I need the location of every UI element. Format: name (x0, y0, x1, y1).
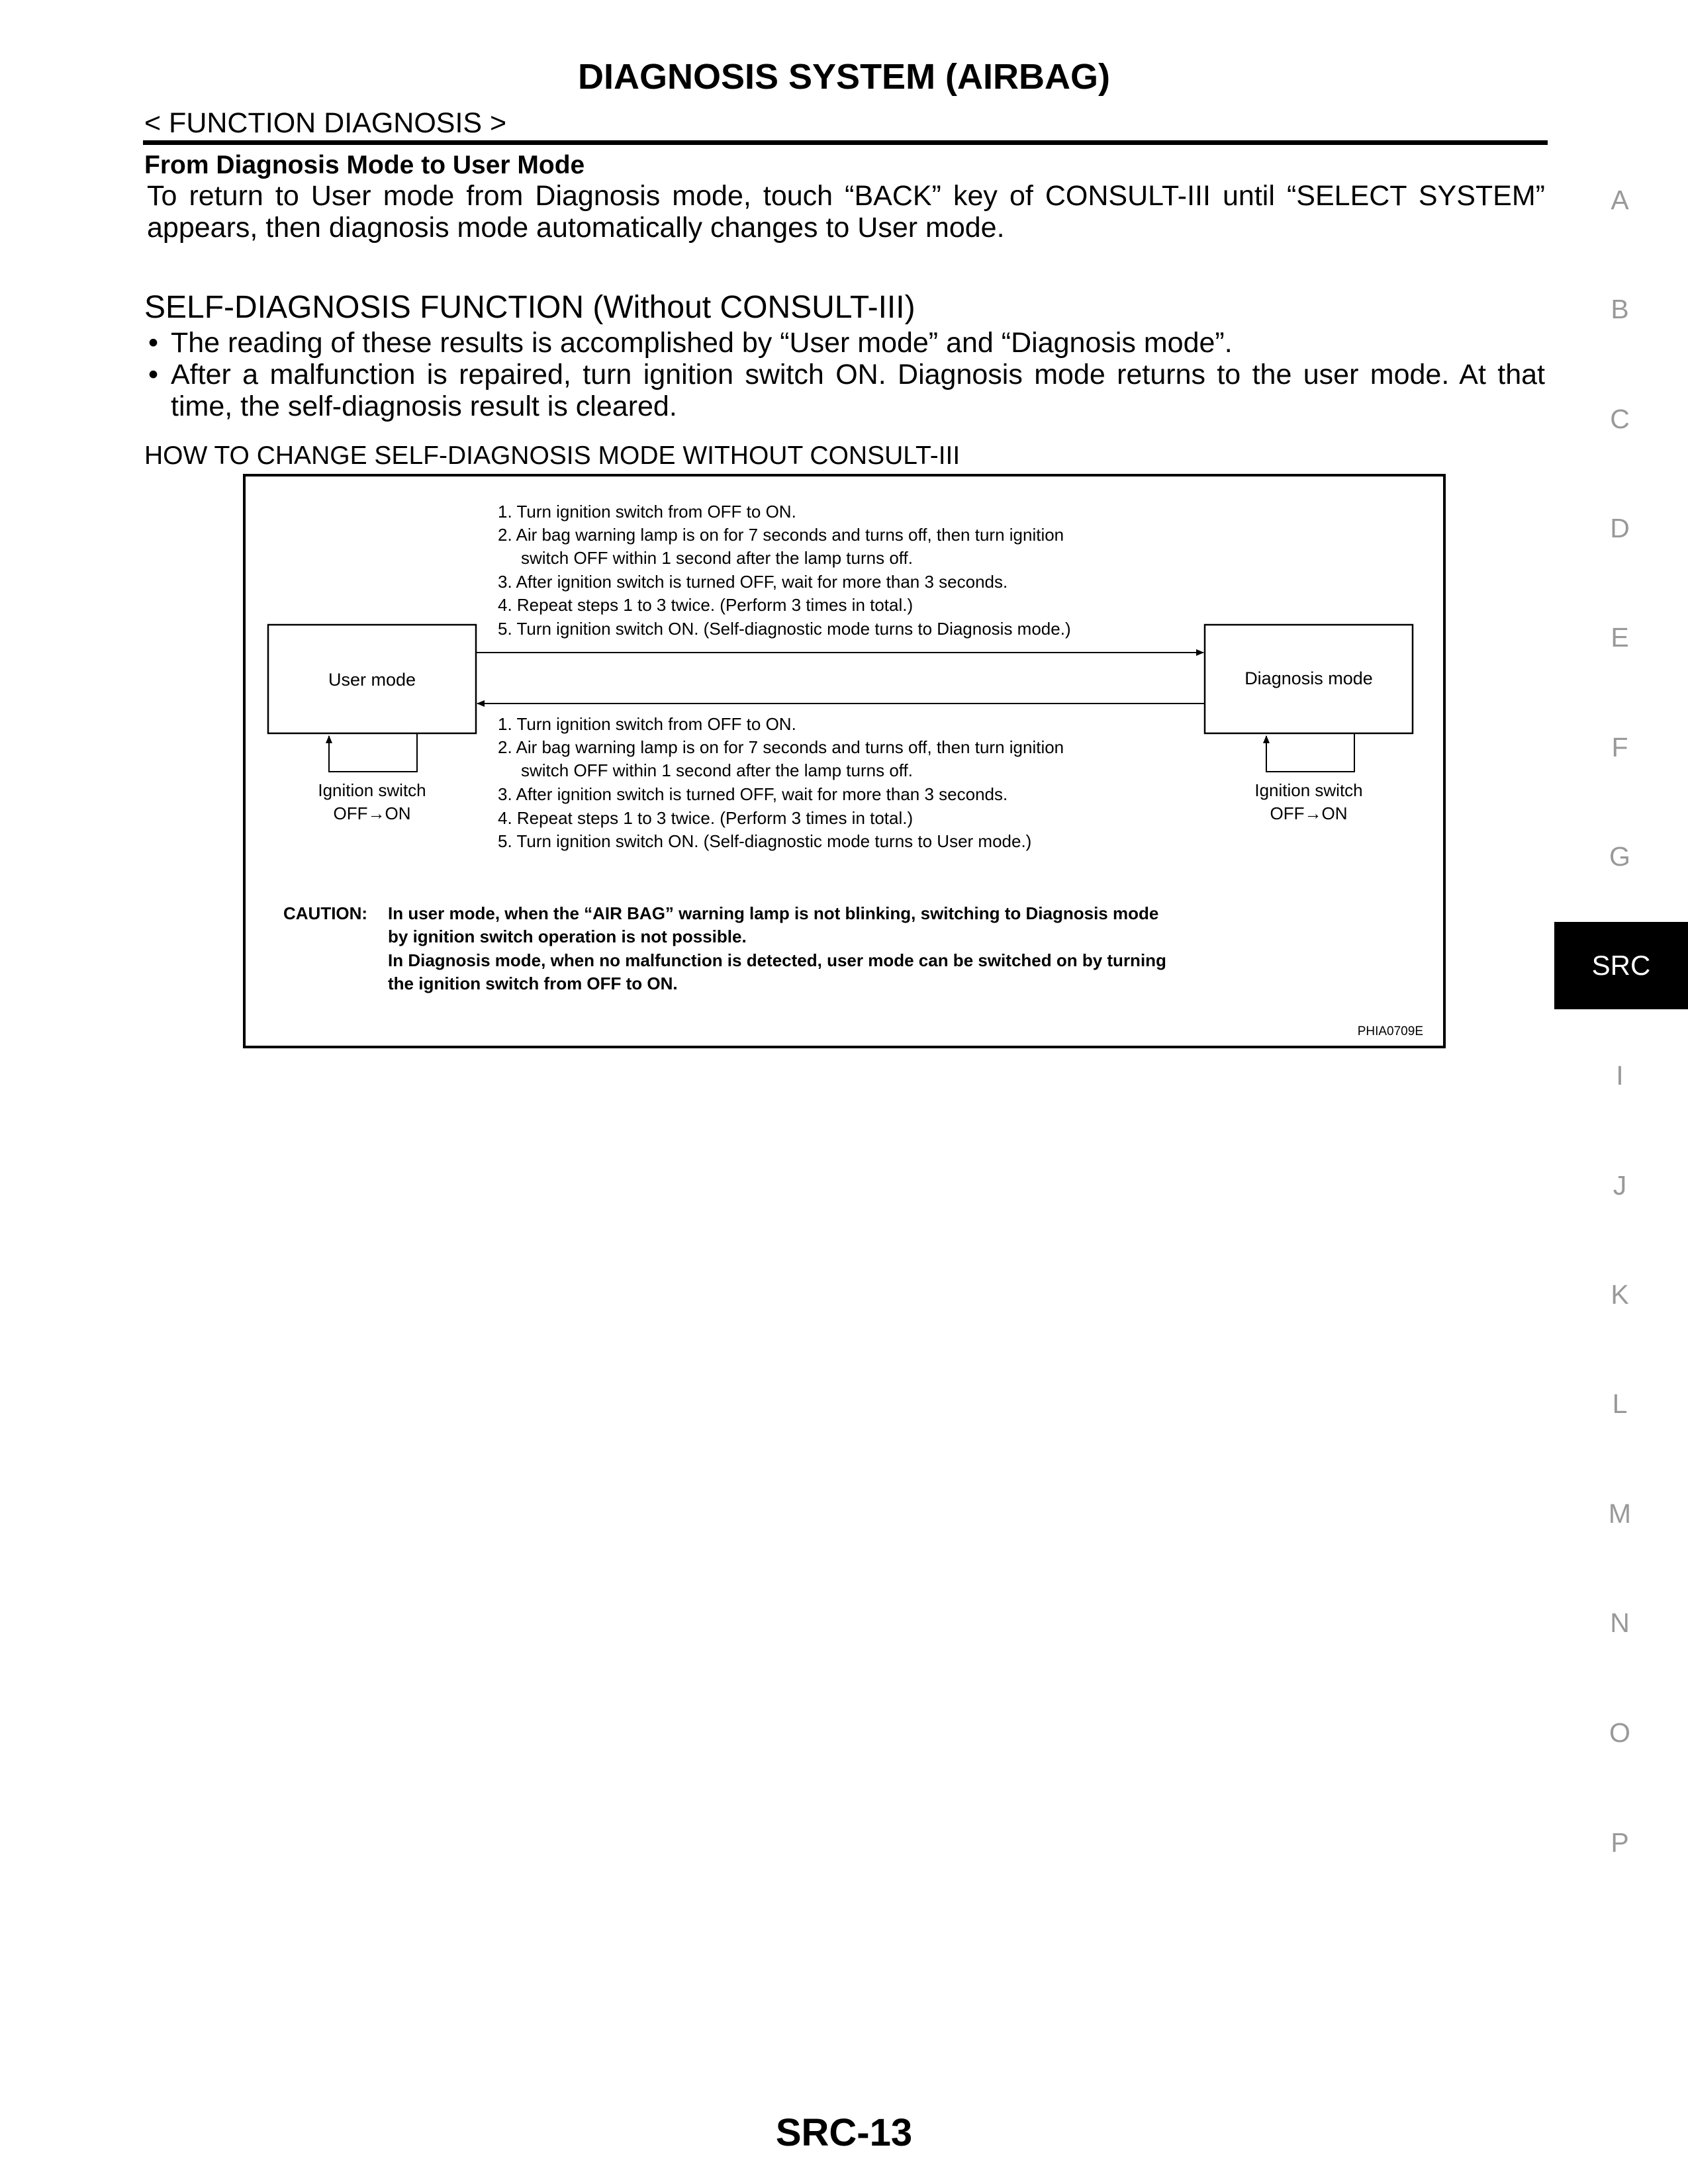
to-diagnosis-steps (498, 502, 1071, 639)
step-line: switch OFF within 1 second after the lamp turns off. (521, 548, 913, 568)
caution-block (283, 903, 1166, 993)
user-loop-arrow (329, 733, 417, 772)
mode-change-figure (243, 474, 1446, 1048)
caution-line: by ignition switch operation is not possible. (388, 927, 747, 946)
figure-id: PHIA0709E (1357, 1024, 1423, 1038)
step-line: 2. Air bag warning lamp is on for 7 seconds and turns off, then turn ignition (498, 737, 1064, 757)
step-line: 5. Turn ignition switch ON. (Self-diagnostic mode turns to Diagnosis mode.) (498, 619, 1071, 639)
side-tab[interactable]: E (1611, 622, 1629, 653)
step-line: 3. After ignition switch is turned OFF, wait for more than 3 seconds. (498, 784, 1008, 804)
step-line: 4. Repeat steps 1 to 3 twice. (Perform 3 times in total.) (498, 595, 914, 615)
step-line: switch OFF within 1 second after the lamp turns off. (521, 760, 913, 780)
bullet-item: • The reading of these results is accomplished by “User mode” and “Diagnosis mode”. (144, 327, 1545, 359)
page-number: SRC-13 (775, 2111, 913, 2154)
step-line: 1. Turn ignition switch from OFF to ON. (498, 502, 796, 522)
diagnosis-loop-arrow (1266, 733, 1354, 772)
from-diagnosis-heading: From Diagnosis Mode to User Mode (144, 151, 585, 179)
side-tab[interactable]: B (1611, 294, 1629, 324)
section-header: < FUNCTION DIAGNOSIS > (144, 107, 507, 139)
side-tab[interactable]: J (1613, 1170, 1627, 1201)
side-tab[interactable]: D (1610, 513, 1630, 543)
step-line: 5. Turn ignition switch ON. (Self-diagnostic mode turns to User mode.) (498, 831, 1032, 851)
caution-line: In Diagnosis mode, when no malfunction is detected, user mode can be switched on by turning (388, 950, 1166, 970)
step-line: 3. After ignition switch is turned OFF, wait for more than 3 seconds. (498, 572, 1008, 592)
how-to-heading: HOW TO CHANGE SELF-DIAGNOSIS MODE WITHOUT CONSULT-III (144, 441, 961, 470)
step-line: 4. Repeat steps 1 to 3 twice. (Perform 3 times in total.) (498, 808, 914, 828)
mode-change-diagram (246, 477, 1443, 1046)
self-diagnosis-bullets (144, 327, 1545, 422)
side-tab[interactable]: N (1610, 1608, 1630, 1638)
side-tab-active[interactable]: SRC (1554, 922, 1688, 1009)
step-line: 2. Air bag warning lamp is on for 7 seconds and turns off, then turn ignition (498, 525, 1064, 545)
step-line: 1. Turn ignition switch from OFF to ON. (498, 714, 796, 734)
to-user-steps (498, 714, 1064, 851)
bullet-item: • After a malfunction is repaired, turn ignition switch ON. Diagnosis mode returns to the user mode. At that time, the self-diagnosis result is cleared. (144, 359, 1545, 422)
caution-line: In user mode, when the “AIR BAG” warning lamp is not blinking, switching to Diagnosis mode (388, 903, 1159, 923)
side-tab[interactable]: M (1608, 1498, 1632, 1529)
user-mode-label: User mode (328, 670, 416, 690)
caution-label: CAUTION: (283, 903, 368, 923)
side-tab[interactable]: L (1612, 1388, 1628, 1419)
caution-line: the ignition switch from OFF to ON. (388, 974, 678, 993)
side-tab[interactable]: F (1611, 732, 1628, 762)
self-diagnosis-heading: SELF-DIAGNOSIS FUNCTION (Without CONSULT-III) (144, 290, 915, 325)
header-rule (143, 140, 1548, 145)
from-diagnosis-text: To return to User mode from Diagnosis mode, touch “BACK” key of CONSULT-III until “SELECT SYSTEM” appears, then diagnosis mode automatically changes to User mode. (147, 180, 1545, 244)
ignition-switch-state: OFF→ON (333, 803, 411, 823)
ignition-switch-state: OFF→ON (1270, 803, 1348, 823)
side-tab[interactable]: P (1611, 1827, 1629, 1858)
side-tab[interactable]: K (1611, 1279, 1629, 1310)
side-tab[interactable]: C (1610, 404, 1630, 434)
ignition-switch-label: Ignition switch (1254, 780, 1363, 800)
diagnosis-mode-label: Diagnosis mode (1244, 668, 1373, 688)
side-tab[interactable]: I (1616, 1060, 1624, 1091)
side-tab[interactable]: A (1611, 185, 1629, 215)
side-tab[interactable]: O (1609, 1717, 1630, 1748)
page-title: DIAGNOSIS SYSTEM (AIRBAG) (577, 57, 1111, 97)
side-tab[interactable]: G (1609, 841, 1630, 872)
ignition-switch-label: Ignition switch (318, 780, 426, 800)
